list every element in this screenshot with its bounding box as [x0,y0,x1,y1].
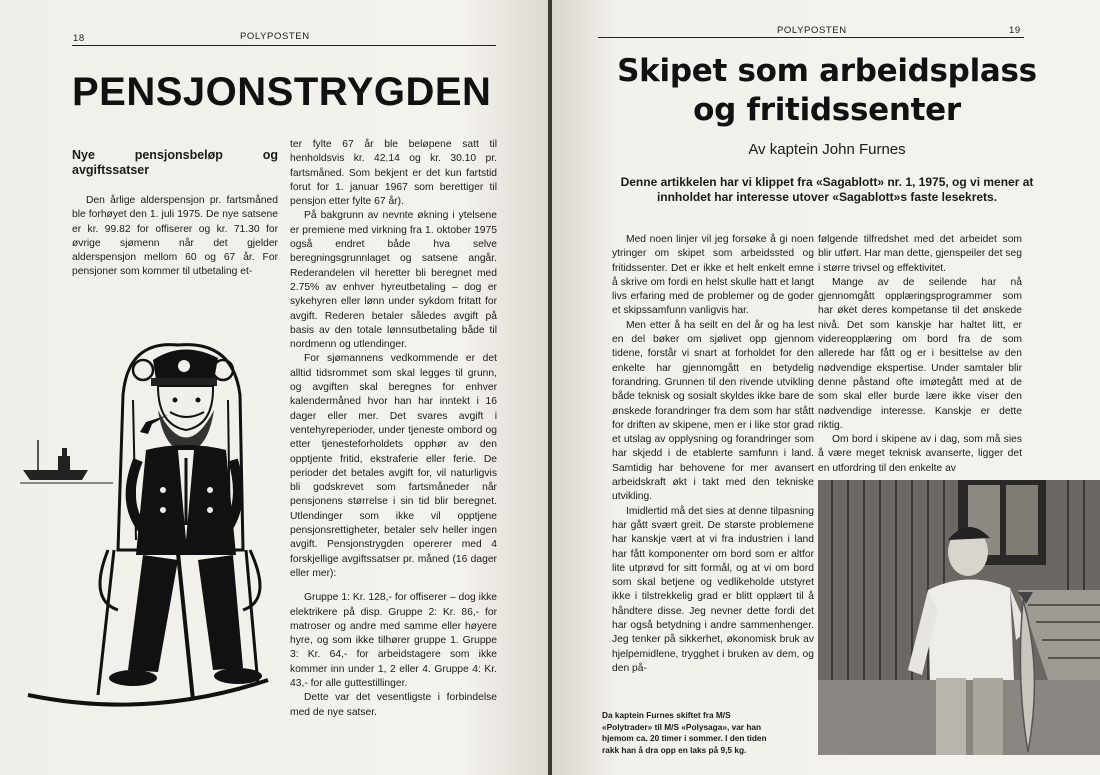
subheading: Nye pensjonsbeløp og avgiftssatser [72,148,278,177]
paragraph: Mange av de seilende har nå gjennomgått opplæringsprogrammer som har øket deres kompetanse til det ønskede nivå. Det som kanskje har haltet litt, er videreopplæring om bord fra de som allerede har fått og er i besittelse av den nødvendige ekspertise. Under samtaler blir denne påstand ofte imøtegått med at de som skal eller burde lære ikke viser den nødvendige interesse. Kanskje er dette riktig. [818,276,1022,431]
photo-caption: Da kaptein Furnes skiftet fra M/S «Polytrader» til M/S «Polysaga», var han hjemom ca. 20 timer i sommer. I den tiden rakk han å dra opp en laks på 9,5 kg. [602,710,767,755]
paragraph: Den årlige alderspensjon pr. fartsmåned ble forhøyet den 1. juli 1975. De nye satsene er kr. 99.82 for offiserer og kr. 71.30 for øvrige sjømenn når det gjelder alderspensjon mellom 60 og 67 år. For pensjoner som kommer til utbetaling et- [72,195,278,278]
byline: Av kaptein John Furnes [748,141,906,158]
article-title: Skipet som arbeidsplass og fritidssenter [617,53,1037,128]
paragraph: Men etter å ha seilt en del år og ha lest en del bøker om sjølivet opp gjennom tidene, forstår vi snart at forholdet for den enkelte har gjennomgått en betydelig forandring. Grunnen til den rivende utvikling både teknisk og sosialt skyldes ikke bare de ønskede forandringer fra dem som har stått for driften av skipene, men er i like stor grad et utslag av opplysning og forandringer som har skjedd i de etablerte samfunn i land. Samtidig har behovene for mer avansert arbeidskraft økt i takt med den tekniske utvikling. [612,319,814,503]
paragraph: På bakgrunn av nevnte økning i ytelsene er premiene med virkning fra 1. oktober 1975 også endret både hva selve beregningsgrunnlaget og satsene angår. Rederandelen vil heretter bli beregnet med 2.75% av enhver hyreutbetaling – dog er sykehyren eller lønn under sykdom fritatt for avgift. Rederen betaler således avgift på basis av den totale lønnsutbetaling både til nordmenn og utlendinger. [290,210,497,351]
captain-salmon-photo [818,480,1100,755]
article-title: PENSJONSTRYGDEN [72,70,492,114]
paragraph: Dette var det vesentligste i forbindelse med de nye satser. [290,692,497,718]
ship-illustration [20,440,113,483]
paragraph: Om bord i skipene av i dag, som må sies å være meget teknisk avanserte, ligger det en utfordring til den enkelte av [818,434,1022,474]
paragraph: følgende tilfredshet med det arbeidet som blir utført. Har man dette, gjenspeiler det seg i større trivsel og effektivitet. [818,234,1022,274]
header-rule [598,37,1024,38]
intro-text: Denne artikkelen har vi klippet fra «Sagablott» nr. 1, 1975, og vi mener at innholdet har interesse utover «Sagablott»s faste lesekrets. [620,175,1034,204]
paragraph: For sjømannens vedkommende er det alltid tidsrommet som skal legges til grunn, og avgiften skal beregnes for enhver kalendermåned hvor han har inntekt i 16 dager eller mer. Det svares avgift i ventehyreperioder, under tjeneste ombord og etter tjenesteforholdets opphør av den opptjente fritid, ekstraferie eller ferie. De perioder det betales avgift for, vil naturligvis bli godskrevet som fartsmåneder når pensjonens størrelse i sin tid blir beregnet. Utlendinger som ikke vil opptjene pensjonsrettigheter, betaler selv heller ingen avgift. Pensjonstrygden opererer med 4 forskjellige avgiftssatser pr. måned (16 dager eller mer): [290,353,497,579]
left-column-2 [290,138,497,720]
left-column-1 [72,148,278,280]
right-page [552,0,1100,775]
paragraph: ter fylte 67 år ble beløpene satt til henholdsvis kr. 42.14 og kr. 30.10 pr. fartsmåned. Som bekjent er det kun fartstid forut for 1. januar 1967 som berettiger til pensjon etter fylte 67 år). [290,139,497,208]
right-column-2 [818,233,1022,476]
page-number: 19 [1009,25,1021,36]
left-page [0,0,548,775]
running-head: POLYPOSTEN [240,31,310,42]
right-column-1 [612,233,814,676]
paragraph: Gruppe 1: Kr. 128,- for offiserer – dog ikke elektrikere på disp. Gruppe 2: Kr. 86,- for matroser og andre med samme eller høyere hyre, og som ikke tilhører gruppe 1. Gruppe 3: Kr. 64,- for arbeidstagere som ikke kommer inn under 1, 2 eller 4. Gruppe 4: Kr. 43,- for alle guttestillinger. [290,592,497,689]
page-number: 18 [73,33,85,44]
running-head: POLYPOSTEN [777,25,847,36]
paragraph: Med noen linjer vil jeg forsøke å gi noen ytringer om skipet som arbeidssted og fritidssenter. Det er ikke et helt enkelt emne å skrive om fordi en helst skulle hatt et langt livs erfaring med de problemer og de goder et skipssamfunn vanligvis har. [612,234,814,317]
paragraph: Imidlertid må det sies at denne tilpasning har gått svært greit. De største problemene har kanskje vært at vi fra industrien i land har fått komponenter om bord som er altfor lite utprøvd for sitt formål, og at vi om bord som skal betjene og vedlikeholde utstyret ikke i tilstrekkelig grad er blitt opplært til å håndtere disse. Jeg nevner dette fordi det har også betydning i andre sammenhenger. Jeg tenker på sikkerhet, økonomisk bruk av hjelpemidlene, trygghet i bruken av dem, og den på- [612,505,814,674]
header-rule [72,45,496,46]
sailor-cartoon-illustration [18,300,280,730]
